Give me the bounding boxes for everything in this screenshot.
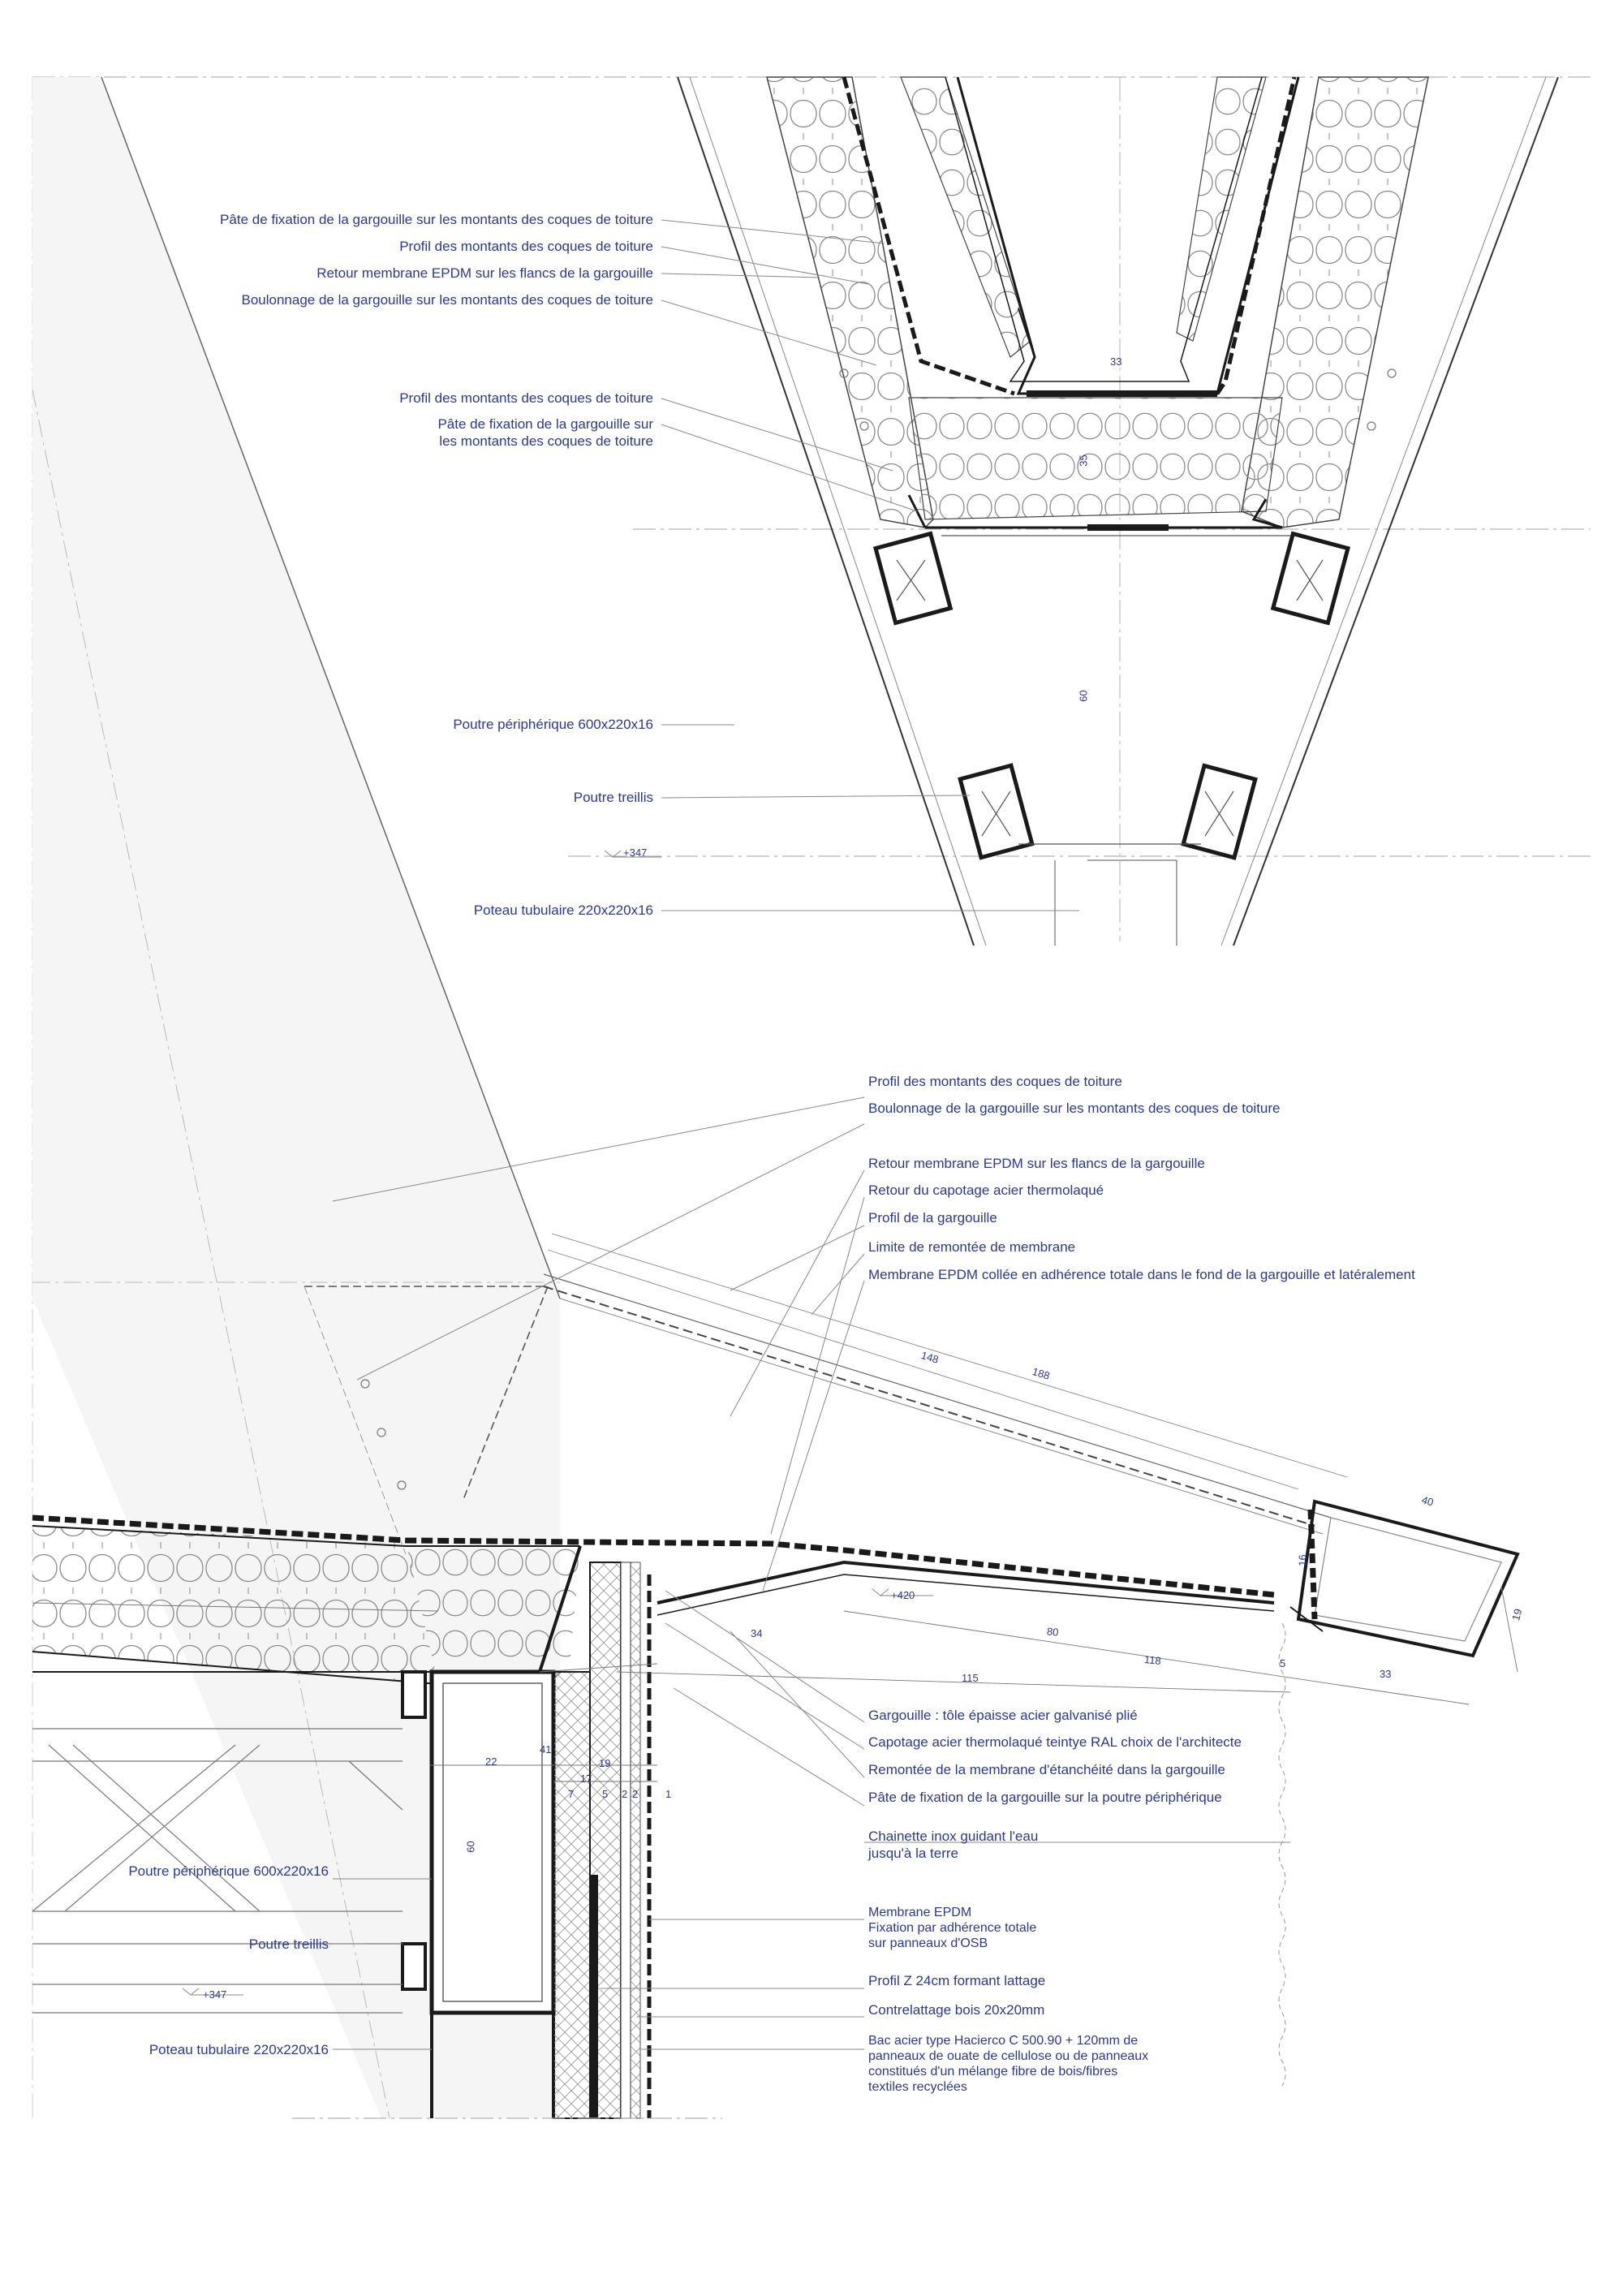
- dim-22: 22: [485, 1755, 497, 1768]
- dim-17: 17: [580, 1773, 592, 1785]
- bottom-label-membrane-upstand: Remontée de la membrane d'étanchéité dans la gargouille: [868, 1762, 1225, 1777]
- top-label-tubular-column: Poteau tubulaire 220x220x16: [473, 902, 653, 918]
- dim-80: 80: [1046, 1625, 1060, 1639]
- dim-2a: 2: [622, 1788, 628, 1800]
- bottom-label-gargoyle-sheet: Gargouille : tôle épaisse acier galvanisé plié: [868, 1708, 1138, 1723]
- dim-34: 34: [751, 1627, 763, 1639]
- dim-2b: 2: [632, 1788, 639, 1800]
- dim-1: 1: [665, 1788, 672, 1800]
- bottom-label-epdm-membrane: Membrane EPDM Fixation par adhérence totale sur panneaux d'OSB: [868, 1906, 1037, 1950]
- bottom-label-capping-return: Retour du capotage acier thermolaqué: [868, 1182, 1104, 1198]
- top-label-epdm-return: Retour membrane EPDM sur les flancs de la gargouille: [316, 265, 653, 281]
- top-level-marker: +347: [623, 846, 648, 859]
- dim-60-col: 60: [464, 1841, 477, 1853]
- dim-5: 5: [1280, 1657, 1286, 1669]
- dim-115: 115: [962, 1672, 979, 1684]
- top-label-lattice-beam: Poutre treillis: [573, 790, 653, 805]
- bottom-label-roof-shell-profile: Profil des montants des coques de toiture: [868, 1074, 1122, 1089]
- top-label-peripheral-beam: Poutre périphérique 600x220x16: [453, 717, 653, 732]
- dim-19b: 19: [599, 1757, 611, 1769]
- dim-188: 188: [1031, 1365, 1052, 1382]
- dim-19: 19: [1509, 1607, 1525, 1622]
- bottom-level-347: +347: [203, 1988, 227, 2001]
- bottom-label-capping: Capotage acier thermolaqué teintye RAL choix de l'architecte: [868, 1734, 1242, 1750]
- top-label-bolting: Boulonnage de la gargouille sur les montants des coques de toiture: [241, 292, 653, 308]
- bottom-label-epdm-return: Retour membrane EPDM sur les flancs de la gargouille: [868, 1156, 1205, 1171]
- top-label-fixing-paste-2: Pâte de fixation de la gargouille sur les montants des coques de toiture: [437, 416, 653, 449]
- top-dim-60: 60: [1077, 690, 1090, 702]
- bottom-label-peripheral-beam: Poutre périphérique 600x220x16: [128, 1863, 329, 1879]
- bottom-label-gargoyle-profile: Profil de la gargouille: [868, 1210, 997, 1226]
- dim-41: 41: [540, 1743, 552, 1755]
- bottom-label-fixing-paste-beam: Pâte de fixation de la gargouille sur la poutre périphérique: [868, 1790, 1222, 1805]
- top-label-roof-shell-profile: Profil des montants des coques de toiture: [399, 239, 653, 254]
- dim-40: 40: [1420, 1493, 1436, 1509]
- top-dim-33: 33: [1110, 355, 1122, 368]
- bottom-label-tubular-column: Poteau tubulaire 220x220x16: [149, 2042, 329, 2057]
- dim-118: 118: [1143, 1652, 1162, 1668]
- bottom-label-chain: Chainette inox guidant l'eau jusqu'à la terre: [868, 1829, 1039, 1861]
- bottom-label-z-profile: Profil Z 24cm formant lattage: [868, 1973, 1046, 1988]
- bottom-label-bolting: Boulonnage de la gargouille sur les montants des coques de toiture: [868, 1101, 1281, 1116]
- bottom-label-membrane-limit: Limite de remontée de membrane: [868, 1239, 1076, 1255]
- dim-16: 16: [1296, 1554, 1309, 1566]
- bottom-label-counter-batten: Contrelattage bois 20x20mm: [868, 2002, 1045, 2018]
- top-dim-35: 35: [1077, 454, 1090, 467]
- dim-5b: 5: [602, 1788, 609, 1800]
- bottom-level-420: +420: [891, 1589, 915, 1601]
- top-label-roof-shell-profile-2: Profil des montants des coques de toiture: [399, 390, 653, 406]
- dim-148: 148: [919, 1349, 941, 1366]
- bottom-label-steel-deck: Bac acier type Hacierco C 500.90 + 120mm de panneaux de ouate de cellulose ou de panneaux constitués d'un mélange fibre de bois/fibres textiles recyclées: [868, 2034, 1149, 2094]
- bottom-label-epdm-bonded: Membrane EPDM collée en adhérence totale dans le fond de la gargouille et latéralement: [868, 1267, 1415, 1282]
- bottom-label-lattice-beam: Poutre treillis: [248, 1936, 329, 1952]
- top-label-fixing-paste: Pâte de fixation de la gargouille sur les montants des coques de toiture: [220, 212, 653, 227]
- dim-7: 7: [568, 1788, 575, 1800]
- dim-33: 33: [1380, 1668, 1392, 1680]
